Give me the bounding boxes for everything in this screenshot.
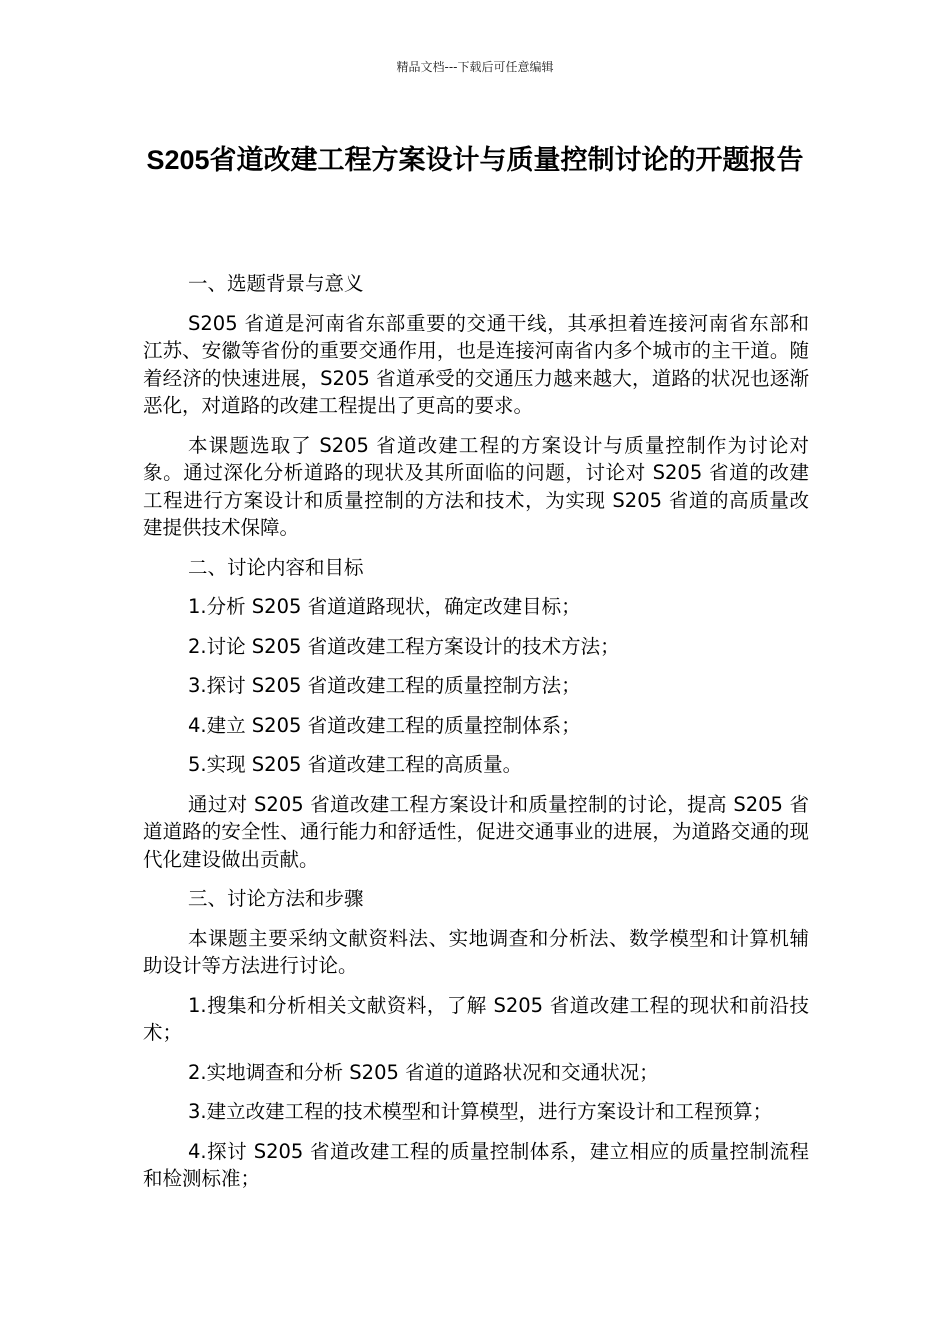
section-heading-content: 二、讨论内容和目标 <box>188 555 364 579</box>
document-body <box>143 270 809 1205</box>
paragraph-method: 本课题主要采纳文献资料法、实地调查和分析法、数学模型和计算机辅助设计等方法进行讨论。 <box>143 926 809 977</box>
list-item-goal-1: 1.分析 S205 省道道路现状，确定改建目标； <box>188 595 581 618</box>
list-item-goal-3: 3.探讨 S205 省道改建工程的质量控制方法； <box>188 674 581 697</box>
header-note: 精品文档---下载后可任意编辑 <box>396 60 554 74</box>
section-heading-method: 三、讨论方法和步骤 <box>188 887 364 910</box>
list-item-goal-5: 5.实现 S205 省道改建工程的高质量。 <box>188 753 523 776</box>
paragraph-significance: 通过对 S205 省道改建工程方案设计和质量控制的讨论，提高 S205 省道道路的安全性、通行能力和舒适性，促进交通事业的进展，为道路交通的现代化建设做出贡献。 <box>143 792 809 871</box>
list-item-goal-2: 2.讨论 S205 省道改建工程方案设计的技术方法； <box>188 634 620 658</box>
section-heading-background: 一、选题背景与意义 <box>188 272 364 295</box>
list-item-step-2: 2.实地调查和分析 S205 省道的道路状况和交通状况； <box>188 1060 659 1084</box>
paragraph-background: S205 省道是河南省东部重要的交通干线，其承担着连接河南省东部和江苏、安徽等省份的重要交通作用，也是连接河南省内多个城市的主干道。随着经济的快速进展，S205 省道承受的交通压力越来越大，道路的状况也逐渐恶化，对道路的改建工程提出了更高的要求。 <box>143 311 809 417</box>
list-item-step-4: 4.探讨 S205 省道改建工程的质量控制体系，建立相应的质量控制流程和检测标准； <box>143 1139 809 1190</box>
list-item-goal-4: 4.建立 S205 省道改建工程的质量控制体系； <box>188 713 581 737</box>
paragraph-topic: 本课题选取了 S205 省道改建工程的方案设计与质量控制作为讨论对象。通过深化分析道路的现状及其所面临的问题，讨论对 S205 省道的改建工程进行方案设计和质量控制的方法和技术，为实现 S205 省道的高质量改建提供技术保障。 <box>143 433 809 539</box>
document-title: S205省道改建工程方案设计与质量控制讨论的开题报告 <box>146 145 804 175</box>
list-item-step-1: 1.搜集和分析相关文献资料，了解 S205 省道改建工程的现状和前沿技术； <box>143 993 809 1044</box>
list-item-step-3: 3.建立改建工程的技术模型和计算模型，进行方案设计和工程预算； <box>188 1100 773 1123</box>
